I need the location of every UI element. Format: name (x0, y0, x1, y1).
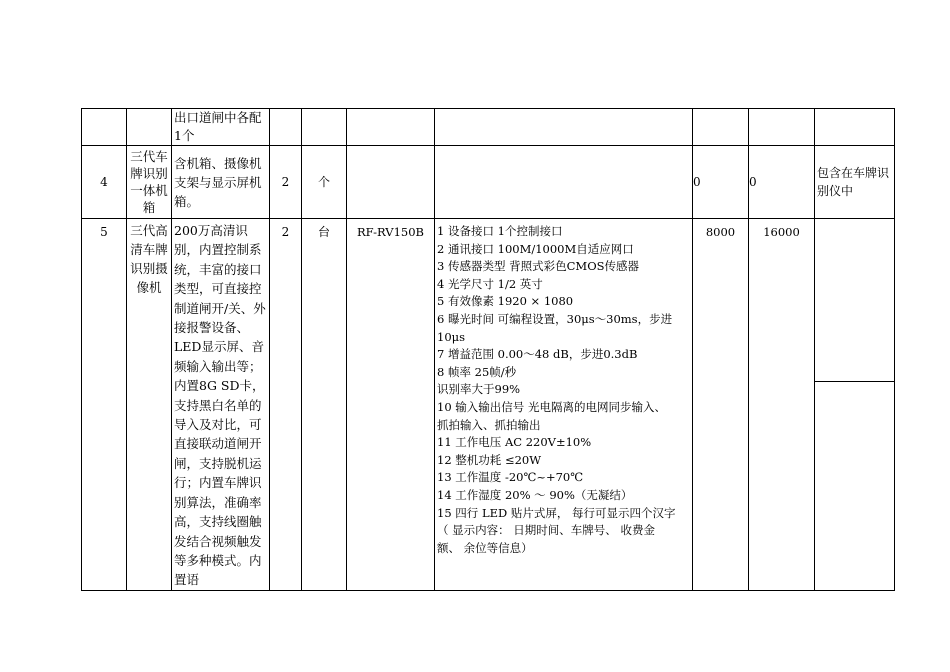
cell-qty: 2 (270, 219, 302, 591)
cell-specs (435, 109, 693, 146)
spec-line: 14 工作湿度 20% ～ 90%（无凝结） (437, 487, 633, 502)
spec-line: 识别率大于99% (437, 382, 521, 397)
spec-line: （ 显示内容： 日期时间、车牌号、 收费金 (437, 523, 655, 538)
cell-desc: 200万高清识别，内置控制系统，丰富的接口类型，可直接控制道闸开/关、外接报警设备、LED显示屏、音频输入输出等；内置8G SD卡，支持黑白名单的导入及对比，可直接联动道闸开闸，支持脱机运行；内置车牌识别算法，准确率高，支持线圈触发结合视频触发等多种模式。内置语 (172, 219, 270, 591)
spec-line: 8 帧率 25帧/秒 (437, 364, 517, 379)
spec-line: 3 传感器类型 背照式彩色CMOS传感器 (437, 259, 640, 274)
cell-unit (302, 109, 347, 146)
spec-line: 15 四行 LED 贴片式屏， 每行可显示四个汉字 (437, 505, 676, 520)
cell-price: 8000 (693, 219, 749, 591)
spec-line: 6 曝光时间 可编程设置，30μs～30ms，步进 (437, 311, 673, 326)
spec-line: 4 光学尺寸 1/2 英寸 (437, 276, 543, 291)
cell-no (82, 109, 127, 146)
cell-price: 0 (693, 146, 749, 219)
spec-line: 10 输入输出信号 光电隔离的电网同步输入、 (437, 399, 666, 414)
spec-line: 额、 余位等信息） (437, 540, 533, 555)
cell-total: 16000 (749, 219, 815, 591)
spec-line: 11 工作电压 AC 220V±10% (437, 435, 592, 450)
cell-qty: 2 (270, 146, 302, 219)
cell-specs (435, 146, 693, 219)
spec-line: 1 设备接口 1个控制接口 (437, 224, 563, 238)
spec-line: 2 通讯接口 100M/1000M自适应网口 (437, 241, 634, 256)
cell-price (693, 109, 749, 146)
cell-name: 三代车牌识别一体机箱 (127, 146, 172, 219)
table-row (82, 219, 895, 591)
spec-line: 7 增益范围 0.00～48 dB，步进0.3dB (437, 347, 638, 362)
cell-note (815, 219, 895, 591)
equipment-table (81, 108, 895, 591)
cell-model (347, 146, 435, 219)
table-row (82, 146, 895, 219)
cell-unit: 台 (302, 219, 347, 591)
cell-name (127, 109, 172, 146)
spec-line: 10μs (437, 329, 466, 344)
spec-list (437, 223, 690, 557)
cell-desc: 含机箱、摄像机支架与显示屏机箱。 (172, 146, 270, 219)
cell-model: RF-RV150B (347, 219, 435, 591)
cell-unit: 个 (302, 146, 347, 219)
spec-line: 抓拍输入、抓拍输出 (437, 417, 541, 432)
cell-qty (270, 109, 302, 146)
cell-name: 三代高清车牌识别摄像机 (127, 219, 172, 591)
cell-desc: 出口道闸中各配1个 (172, 109, 270, 146)
spec-line: 12 整机功耗 ≤20W (437, 452, 542, 467)
cell-total: 0 (749, 146, 815, 219)
table-row (82, 109, 895, 146)
cell-total (749, 109, 815, 146)
cell-note (815, 109, 895, 146)
note-divider (815, 381, 894, 382)
spec-line: 13 工作温度 -20℃~+70℃ (437, 470, 584, 485)
spec-line: 5 有效像素 1920 × 1080 (437, 294, 574, 309)
cell-model (347, 109, 435, 146)
cell-no: 4 (82, 146, 127, 219)
cell-no: 5 (82, 219, 127, 591)
cell-note: 包含在车牌识别仪中 (815, 146, 895, 219)
cell-specs (435, 219, 693, 591)
